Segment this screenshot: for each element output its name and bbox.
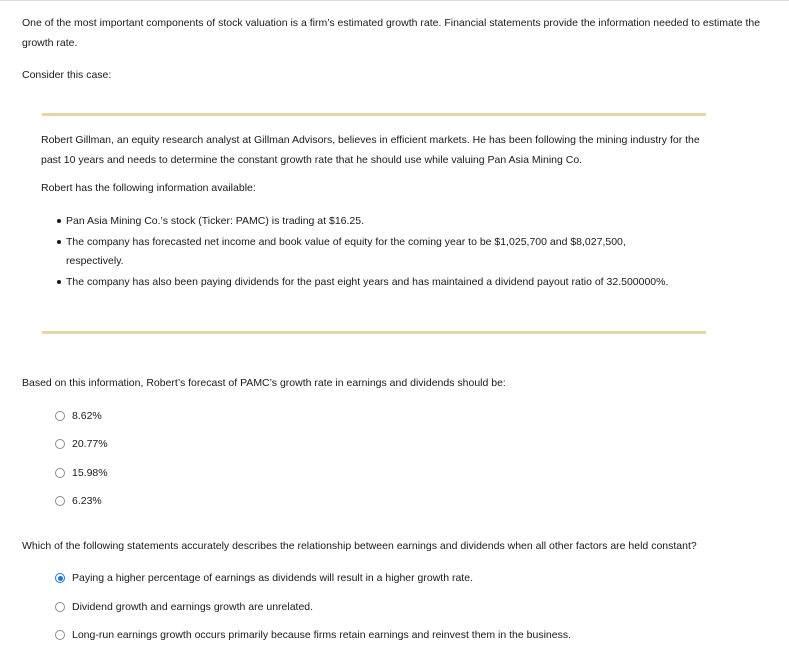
available-label: Robert has the following information available: [41, 182, 256, 194]
bullet-icon [57, 219, 61, 223]
radio-circle-icon[interactable] [55, 411, 65, 421]
q2-option-1[interactable] [55, 571, 473, 585]
q1-option-label: 6.23% [72, 495, 102, 507]
q1-option-4[interactable] [55, 494, 102, 508]
case-top-rule [42, 113, 706, 116]
q1-option-2[interactable] [55, 437, 108, 451]
list-item-text: Pan Asia Mining Co.’s stock (Ticker: PAMC) is trading at $16.25. [66, 215, 365, 227]
list-item [41, 233, 681, 271]
list-item-text: The company has forecasted net income and book value of equity for the coming year to be $1,025,700 and $8,027,500, respectively. [66, 236, 626, 267]
top-divider [0, 0, 789, 1]
case-paragraph: Robert Gillman, an equity research analyst at Gillman Advisors, believes in efficient markets. He has been following the mining industry for the past 10 years and needs to determine the constant growth rate that he should use while valuing Pan Asia Mining Co. [41, 134, 700, 166]
q2-option-label: Long-run earnings growth occurs primarily because firms retain earnings and reinvest them in the business. [72, 629, 571, 641]
radio-circle-icon[interactable] [55, 630, 65, 640]
radio-circle-icon[interactable] [55, 439, 65, 449]
radio-circle-icon[interactable] [55, 468, 65, 478]
q2-option-2[interactable] [55, 600, 313, 614]
q1-option-label: 8.62% [72, 410, 102, 422]
question1-prompt: Based on this information, Robert’s forecast of PAMC’s growth rate in earnings and dividends should be: [22, 377, 506, 389]
list-item [41, 273, 681, 292]
q1-option-1[interactable] [55, 409, 102, 423]
info-list [41, 212, 681, 294]
list-item [41, 212, 681, 231]
radio-selected-icon[interactable] [55, 573, 65, 583]
q2-option-3[interactable] [55, 628, 571, 642]
list-item-text: The company has also been paying dividends for the past eight years and has maintained a dividend payout ratio of 32.500000%. [66, 276, 669, 288]
q1-option-label: 15.98% [72, 467, 108, 479]
consider-label: Consider this case: [22, 69, 112, 81]
bullet-icon [57, 280, 61, 284]
q1-option-label: 20.77% [72, 438, 108, 450]
radio-circle-icon[interactable] [55, 496, 65, 506]
q2-option-label: Dividend growth and earnings growth are unrelated. [72, 601, 314, 613]
q2-option-label: Paying a higher percentage of earnings as dividends will result in a higher growth rate. [72, 572, 473, 584]
question2-prompt: Which of the following statements accurately describes the relationship between earnings and dividends when all other factors are held constant? [22, 540, 697, 552]
case-bottom-rule [42, 331, 706, 334]
q1-option-3[interactable] [55, 466, 108, 480]
intro-text: One of the most important components of stock valuation is a firm’s estimated growth rate. Financial statements provide the information needed to estimate the growth rate. [22, 17, 761, 49]
radio-circle-icon[interactable] [55, 602, 65, 612]
bullet-icon [57, 240, 61, 244]
